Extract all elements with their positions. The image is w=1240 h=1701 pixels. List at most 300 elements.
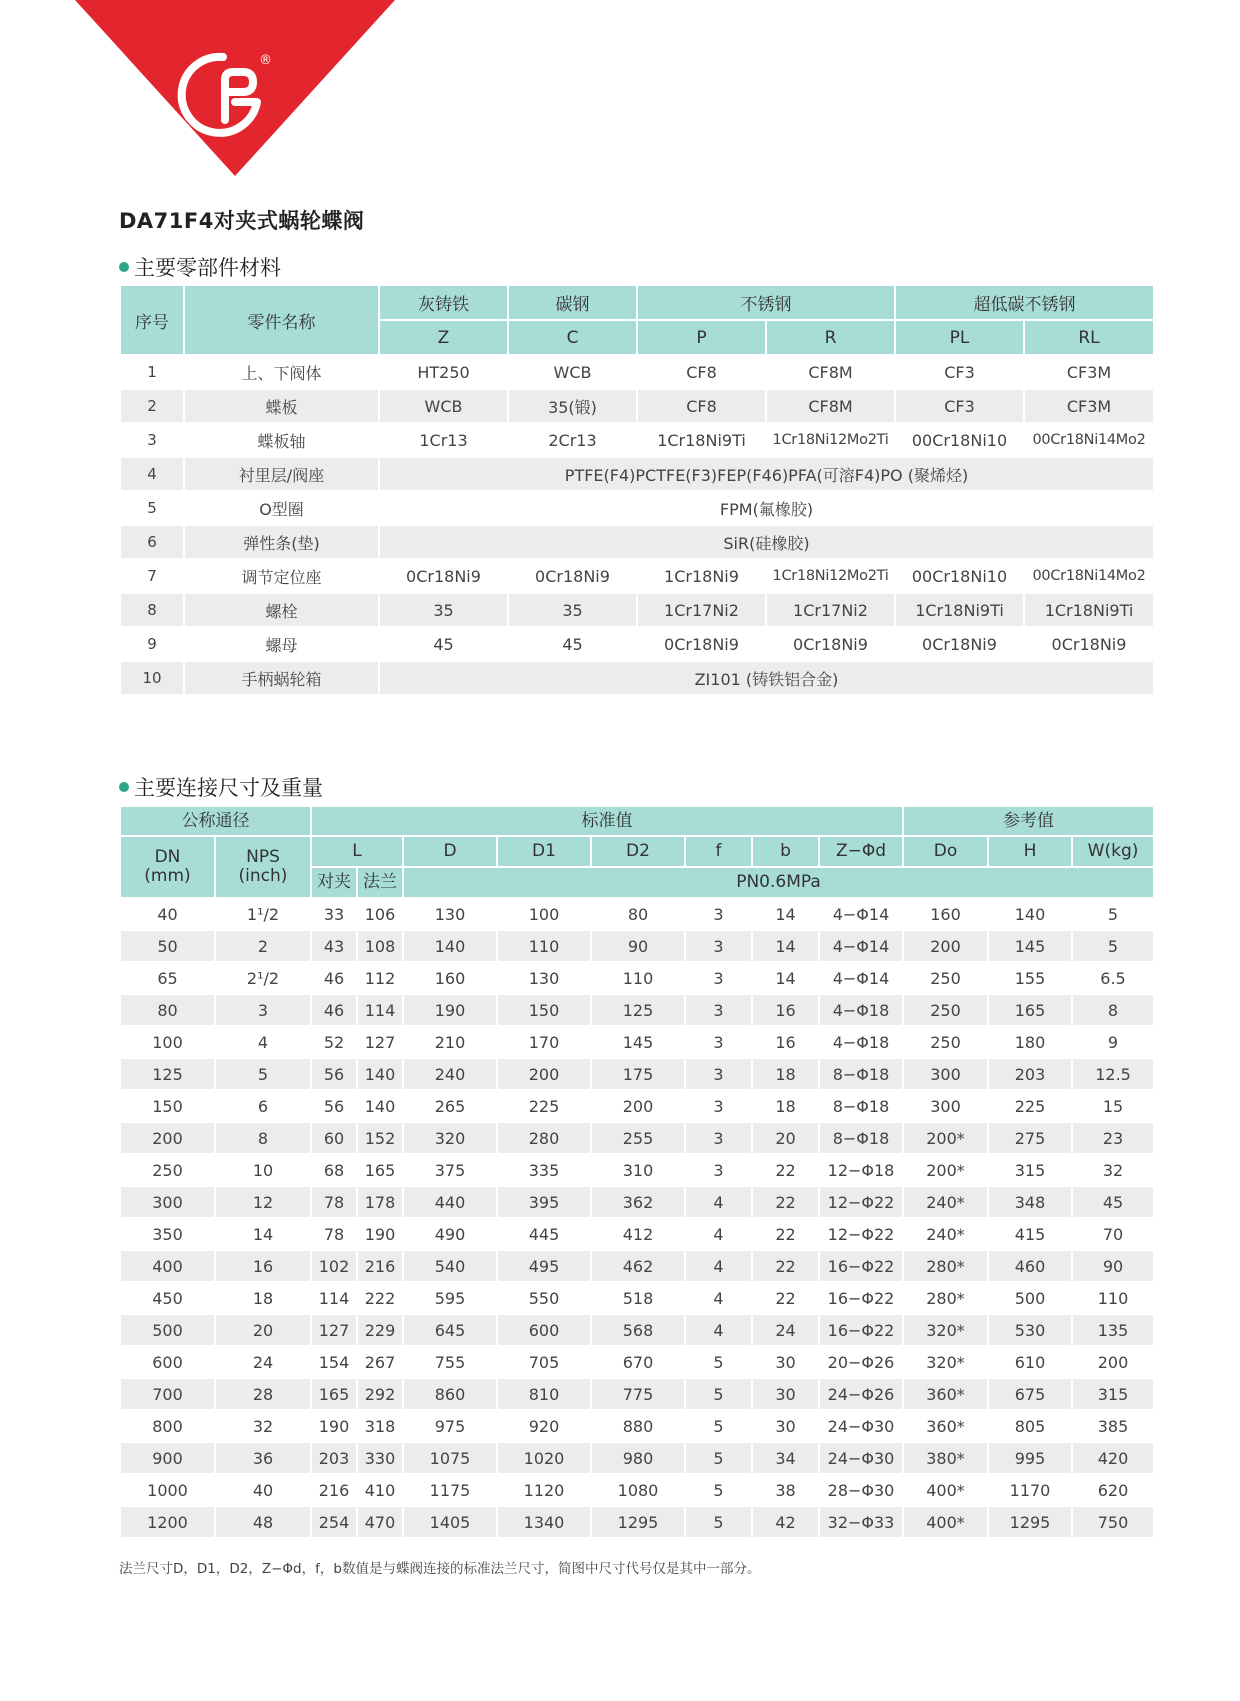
dimension-cell: 400* (903, 1474, 988, 1506)
dimension-cell: 8 (215, 1122, 311, 1154)
table-row (120, 898, 1154, 930)
dimension-cell: 190 (357, 1218, 403, 1250)
table-row (120, 1218, 1154, 1250)
dimension-cell: 3 (685, 1122, 752, 1154)
row-number: 4 (120, 457, 184, 491)
dimension-cell: 1175 (403, 1474, 497, 1506)
dimension-cell: 255 (591, 1122, 685, 1154)
dimension-cell: 46 (311, 962, 357, 994)
dimension-cell: 40 (215, 1474, 311, 1506)
dimension-cell: 16−Φ22 (819, 1282, 903, 1314)
dimension-cell: 140 (988, 898, 1072, 930)
dimension-cell: 155 (988, 962, 1072, 994)
dimension-cell: 1020 (497, 1442, 591, 1474)
dimension-cell: 250 (903, 994, 988, 1026)
code-header: P (637, 320, 766, 355)
dimension-cell: 200* (903, 1122, 988, 1154)
dimension-cell: 160 (403, 962, 497, 994)
col-header-do: Do (903, 836, 988, 867)
dimension-cell: 14 (752, 962, 819, 994)
dimension-cell: 225 (988, 1090, 1072, 1122)
dimension-cell: 12−Φ18 (819, 1154, 903, 1186)
dimension-cell: 2 (215, 930, 311, 962)
material-cell: CF3 (895, 355, 1024, 389)
dimension-cell: 135 (1072, 1314, 1154, 1346)
dimension-cell: 3 (685, 1058, 752, 1090)
table-row (120, 1122, 1154, 1154)
group-header: 超低碳不锈钢 (895, 285, 1154, 320)
material-cell: 35 (379, 593, 508, 627)
dimension-cell: 3 (685, 930, 752, 962)
dimension-cell: 200 (120, 1122, 215, 1154)
dimension-cell: 280* (903, 1282, 988, 1314)
dimension-cell: 412 (591, 1218, 685, 1250)
dimension-cell: 100 (120, 1026, 215, 1058)
dimension-cell: 125 (591, 994, 685, 1026)
dimension-cell: 203 (988, 1058, 1072, 1090)
dimension-cell: 415 (988, 1218, 1072, 1250)
dimension-cell: 4 (215, 1026, 311, 1058)
material-cell: 1Cr18Ni9Ti (637, 423, 766, 457)
dimension-cell: 8 (1072, 994, 1154, 1026)
row-number: 1 (120, 355, 184, 389)
dimension-cell: 1340 (497, 1506, 591, 1538)
dimension-cell: 225 (497, 1090, 591, 1122)
material-cell: 2Cr13 (508, 423, 637, 457)
dimension-cell: 4 (685, 1314, 752, 1346)
dimension-cell: 16−Φ22 (819, 1314, 903, 1346)
dimension-cell: 140 (357, 1090, 403, 1122)
material-cell: 1Cr13 (379, 423, 508, 457)
dimension-cell: 16 (215, 1250, 311, 1282)
table-row (120, 994, 1154, 1026)
dimension-cell: 90 (1072, 1250, 1154, 1282)
dimension-cell: 610 (988, 1346, 1072, 1378)
dimension-cell: 490 (403, 1218, 497, 1250)
table-row (120, 1410, 1154, 1442)
part-name: 螺栓 (184, 593, 379, 627)
dimension-cell: 216 (357, 1250, 403, 1282)
col-header-name: 零件名称 (184, 285, 379, 355)
dimension-cell: 240* (903, 1218, 988, 1250)
dimension-cell: 130 (497, 962, 591, 994)
dimension-cell: 860 (403, 1378, 497, 1410)
material-cell: 1Cr18Ni12Mo2Ti (766, 559, 895, 593)
dimension-cell: 90 (591, 930, 685, 962)
table-row (120, 1474, 1154, 1506)
dimension-cell: 10 (215, 1154, 311, 1186)
dimension-cell: 310 (591, 1154, 685, 1186)
dimension-cell: 154 (311, 1346, 357, 1378)
dimension-cell: 265 (403, 1090, 497, 1122)
dimension-cell: 800 (120, 1410, 215, 1442)
dimension-cell: 4−Φ14 (819, 898, 903, 930)
dimension-cell: 78 (311, 1218, 357, 1250)
table-row (120, 1314, 1154, 1346)
bullet-icon (119, 262, 129, 272)
dimension-cell: 330 (357, 1442, 403, 1474)
table-row (120, 1378, 1154, 1410)
dimension-cell: 4 (685, 1186, 752, 1218)
dimension-cell: 216 (311, 1474, 357, 1506)
dimension-cell: 6 (215, 1090, 311, 1122)
material-cell: 00Cr18Ni14Mo2 (1024, 559, 1154, 593)
row-number: 10 (120, 661, 184, 695)
col-header-h: H (988, 836, 1072, 867)
material-cell: CF3M (1024, 355, 1154, 389)
row-number: 9 (120, 627, 184, 661)
dimension-cell: 1075 (403, 1442, 497, 1474)
material-cell: 0Cr18Ni9 (895, 627, 1024, 661)
dimension-cell: 495 (497, 1250, 591, 1282)
dimension-cell: 5 (685, 1442, 752, 1474)
pressure-rating: PN0.6MPa (403, 867, 1154, 898)
dimension-cell: 222 (357, 1282, 403, 1314)
dimension-cell: 200 (497, 1058, 591, 1090)
material-cell: 00Cr18Ni10 (895, 423, 1024, 457)
materials-section-title: 主要零部件材料 (119, 252, 281, 282)
dimension-cell: 33 (311, 898, 357, 930)
code-header: C (508, 320, 637, 355)
part-name: 蝶板轴 (184, 423, 379, 457)
dimension-cell: 8−Φ18 (819, 1090, 903, 1122)
dimension-cell: 190 (311, 1410, 357, 1442)
dimension-cell: 1200 (120, 1506, 215, 1538)
dimension-cell: 5 (215, 1058, 311, 1090)
dimension-cell: 110 (1072, 1282, 1154, 1314)
dimension-cell: 500 (988, 1282, 1072, 1314)
group-header: 灰铸铁 (379, 285, 508, 320)
material-cell: 1Cr18Ni9 (637, 559, 766, 593)
dimension-cell: 12 (215, 1186, 311, 1218)
dimension-cell: 700 (120, 1378, 215, 1410)
dimension-cell: 315 (1072, 1378, 1154, 1410)
dimension-cell: 5 (685, 1378, 752, 1410)
row-number: 6 (120, 525, 184, 559)
dimension-cell: 335 (497, 1154, 591, 1186)
dimension-cell: 3 (685, 962, 752, 994)
dimension-cell: 5 (685, 1506, 752, 1538)
dimension-cell: 445 (497, 1218, 591, 1250)
dimension-cell: 203 (311, 1442, 357, 1474)
dimension-cell: 130 (403, 898, 497, 930)
dimension-cell: 980 (591, 1442, 685, 1474)
dimension-cell: 30 (752, 1410, 819, 1442)
material-cell: CF3M (1024, 389, 1154, 423)
dimension-cell: 180 (988, 1026, 1072, 1058)
material-cell: 45 (379, 627, 508, 661)
dimension-cell: 254 (311, 1506, 357, 1538)
dimension-cell: 12−Φ22 (819, 1218, 903, 1250)
part-name: 调节定位座 (184, 559, 379, 593)
part-name: O型圈 (184, 491, 379, 525)
dimension-cell: 170 (497, 1026, 591, 1058)
footnote: 法兰尺寸D，D1，D2，Z−Φd，f，b数值是与蝶阀连接的标准法兰尺寸，简图中尺寸代号仅是其中一部分。 (119, 1561, 761, 1577)
dimension-cell: 880 (591, 1410, 685, 1442)
dimension-cell: 460 (988, 1250, 1072, 1282)
table-row (120, 1282, 1154, 1314)
dimension-cell: 200 (903, 930, 988, 962)
dimension-cell: 1170 (988, 1474, 1072, 1506)
dimension-cell: 755 (403, 1346, 497, 1378)
dimension-cell: 145 (988, 930, 1072, 962)
material-cell: 00Cr18Ni10 (895, 559, 1024, 593)
dimension-cell: 14 (752, 898, 819, 930)
dimension-cell: 4 (685, 1282, 752, 1314)
dimension-cell: 165 (988, 994, 1072, 1026)
group-header: 不锈钢 (637, 285, 895, 320)
dimension-cell: 14 (215, 1218, 311, 1250)
dimension-cell: 24−Φ26 (819, 1378, 903, 1410)
registered-mark: ® (259, 53, 272, 68)
table-row (120, 661, 1154, 695)
dimension-cell: 3 (685, 994, 752, 1026)
dimension-cell: 3 (215, 994, 311, 1026)
dimension-cell: 1405 (403, 1506, 497, 1538)
material-cell: 45 (508, 627, 637, 661)
part-name: 蝶板 (184, 389, 379, 423)
dimension-cell: 80 (591, 898, 685, 930)
dimension-cell: 56 (311, 1058, 357, 1090)
dimension-cell: 36 (215, 1442, 311, 1474)
col-header-f: f (685, 836, 752, 867)
bullet-icon (119, 782, 129, 792)
dimension-cell: 145 (591, 1026, 685, 1058)
code-header: Z (379, 320, 508, 355)
row-number: 8 (120, 593, 184, 627)
dimension-cell: 65 (120, 962, 215, 994)
dimension-cell: 14 (752, 930, 819, 962)
table-row (120, 1058, 1154, 1090)
table-row (120, 1154, 1154, 1186)
dimension-cell: 4−Φ14 (819, 962, 903, 994)
dimension-cell: 40 (120, 898, 215, 930)
col-header-dn: DN (mm) (120, 836, 215, 898)
dimension-cell: 16 (752, 994, 819, 1026)
dimensions-table (119, 805, 1155, 1539)
dimension-cell: 2¹/2 (215, 962, 311, 994)
dimension-cell: 15 (1072, 1090, 1154, 1122)
dimension-cell: 28 (215, 1378, 311, 1410)
dimension-cell: 240* (903, 1186, 988, 1218)
col-header-l: L (311, 836, 403, 867)
dimension-cell: 22 (752, 1186, 819, 1218)
material-cell: SiR(硅橡胶) (379, 525, 1154, 559)
dimension-cell: 1295 (988, 1506, 1072, 1538)
dimension-cell: 320 (403, 1122, 497, 1154)
material-cell: 0Cr18Ni9 (1024, 627, 1154, 661)
group-header: 碳钢 (508, 285, 637, 320)
dimension-cell: 110 (497, 930, 591, 962)
dimension-cell: 28−Φ30 (819, 1474, 903, 1506)
dimension-cell: 18 (215, 1282, 311, 1314)
col-header-w: W(kg) (1072, 836, 1154, 867)
dimension-cell: 100 (497, 898, 591, 930)
table-row (120, 559, 1154, 593)
table-row (120, 1442, 1154, 1474)
dimensions-section-title: 主要连接尺寸及重量 (119, 772, 323, 802)
dimension-cell: 150 (120, 1090, 215, 1122)
col-header-nps: NPS (inch) (215, 836, 311, 898)
dimension-cell: 4 (685, 1218, 752, 1250)
dimension-cell: 160 (903, 898, 988, 930)
material-cell: 1Cr18Ni9Ti (1024, 593, 1154, 627)
dimension-cell: 18 (752, 1058, 819, 1090)
dimension-cell: 24−Φ30 (819, 1410, 903, 1442)
dimension-cell: 32−Φ33 (819, 1506, 903, 1538)
dimension-cell: 42 (752, 1506, 819, 1538)
col-header-no: 序号 (120, 285, 184, 355)
dimension-cell: 645 (403, 1314, 497, 1346)
dimension-cell: 750 (1072, 1506, 1154, 1538)
dimension-cell: 22 (752, 1250, 819, 1282)
dimension-cell: 102 (311, 1250, 357, 1282)
material-cell: FPM(氟橡胶) (379, 491, 1154, 525)
dimension-cell: 50 (120, 930, 215, 962)
page-title: DA71F4对夹式蜗轮蝶阀 (119, 209, 365, 233)
dimension-cell: 550 (497, 1282, 591, 1314)
dimension-cell: 229 (357, 1314, 403, 1346)
col-header-l-wafer: 对夹 (311, 867, 357, 898)
dimension-cell: 320* (903, 1346, 988, 1378)
dimension-cell: 318 (357, 1410, 403, 1442)
dimension-cell: 112 (357, 962, 403, 994)
dimension-cell: 110 (591, 962, 685, 994)
dimension-cell: 30 (752, 1346, 819, 1378)
col-header-d: D (403, 836, 497, 867)
material-cell: 0Cr18Ni9 (508, 559, 637, 593)
dimension-cell: 5 (1072, 898, 1154, 930)
dimension-cell: 38 (752, 1474, 819, 1506)
dimension-cell: 380* (903, 1442, 988, 1474)
dimension-cell: 810 (497, 1378, 591, 1410)
dimension-cell: 114 (357, 994, 403, 1026)
part-name: 螺母 (184, 627, 379, 661)
table-row (120, 525, 1154, 559)
col-header-l-flange: 法兰 (357, 867, 403, 898)
dimension-cell: 920 (497, 1410, 591, 1442)
dimension-cell: 470 (357, 1506, 403, 1538)
dimension-cell: 400* (903, 1506, 988, 1538)
dimension-cell: 675 (988, 1378, 1072, 1410)
dimension-cell: 16−Φ22 (819, 1250, 903, 1282)
material-cell: CF8 (637, 355, 766, 389)
table-row (120, 1250, 1154, 1282)
dimension-cell: 200 (1072, 1346, 1154, 1378)
dimension-cell: 106 (357, 898, 403, 930)
dimension-cell: 20 (215, 1314, 311, 1346)
dimension-cell: 315 (988, 1154, 1072, 1186)
dimension-cell: 43 (311, 930, 357, 962)
material-cell: CF8M (766, 355, 895, 389)
dimension-cell: 805 (988, 1410, 1072, 1442)
table-row (120, 1090, 1154, 1122)
dimension-cell: 200* (903, 1154, 988, 1186)
dimension-cell: 3 (685, 1154, 752, 1186)
dimension-cell: 45 (1072, 1186, 1154, 1218)
table-row (120, 1346, 1154, 1378)
dimension-cell: 1120 (497, 1474, 591, 1506)
material-cell: 1Cr18Ni12Mo2Ti (766, 423, 895, 457)
material-cell: ZI101 (铸铁铝合金) (379, 661, 1154, 695)
dimension-cell: 5 (685, 1474, 752, 1506)
dimension-cell: 5 (1072, 930, 1154, 962)
dimension-cell: 9 (1072, 1026, 1154, 1058)
row-number: 2 (120, 389, 184, 423)
table-row (120, 389, 1154, 423)
dimension-cell: 595 (403, 1282, 497, 1314)
dimension-cell: 250 (120, 1154, 215, 1186)
dimension-cell: 8−Φ18 (819, 1058, 903, 1090)
table-row (120, 962, 1154, 994)
table-row (120, 423, 1154, 457)
dimension-cell: 165 (357, 1154, 403, 1186)
col-header-d2: D2 (591, 836, 685, 867)
dimension-cell: 20 (752, 1122, 819, 1154)
dimension-cell: 5 (685, 1346, 752, 1378)
table-row (120, 627, 1154, 661)
brand-logo (75, 0, 395, 176)
dimension-cell: 127 (311, 1314, 357, 1346)
dimension-cell: 165 (311, 1378, 357, 1410)
dimension-cell: 280 (497, 1122, 591, 1154)
dimension-cell: 127 (357, 1026, 403, 1058)
dimension-cell: 300 (903, 1090, 988, 1122)
dimension-cell: 275 (988, 1122, 1072, 1154)
dimension-cell: 12.5 (1072, 1058, 1154, 1090)
table-row (120, 930, 1154, 962)
dimension-cell: 250 (903, 962, 988, 994)
material-cell: 35 (508, 593, 637, 627)
dimension-cell: 3 (685, 1026, 752, 1058)
dimension-cell: 78 (311, 1186, 357, 1218)
dimension-cell: 68 (311, 1154, 357, 1186)
material-cell: CF3 (895, 389, 1024, 423)
dimension-cell: 24 (215, 1346, 311, 1378)
material-cell: WCB (379, 389, 508, 423)
dimension-cell: 18 (752, 1090, 819, 1122)
dimension-cell: 450 (120, 1282, 215, 1314)
material-cell: 1Cr17Ni2 (637, 593, 766, 627)
dimension-cell: 600 (120, 1346, 215, 1378)
row-number: 5 (120, 491, 184, 525)
code-header: PL (895, 320, 1024, 355)
dimension-cell: 32 (215, 1410, 311, 1442)
dimension-cell: 80 (120, 994, 215, 1026)
material-cell: WCB (508, 355, 637, 389)
table-row (120, 355, 1154, 389)
dimension-cell: 3 (685, 1090, 752, 1122)
dimension-cell: 375 (403, 1154, 497, 1186)
material-cell: 0Cr18Ni9 (379, 559, 508, 593)
dimension-cell: 1080 (591, 1474, 685, 1506)
dimension-cell: 620 (1072, 1474, 1154, 1506)
header-reference: 参考值 (903, 806, 1154, 836)
dimension-cell: 140 (357, 1058, 403, 1090)
dimension-cell: 52 (311, 1026, 357, 1058)
dimension-cell: 70 (1072, 1218, 1154, 1250)
dimension-cell: 60 (311, 1122, 357, 1154)
dimension-cell: 200 (591, 1090, 685, 1122)
dimension-cell: 705 (497, 1346, 591, 1378)
dimension-cell: 5 (685, 1410, 752, 1442)
dimension-cell: 4−Φ14 (819, 930, 903, 962)
dimension-cell: 3 (685, 898, 752, 930)
part-name: 弹性条(垫) (184, 525, 379, 559)
dimension-cell: 1¹/2 (215, 898, 311, 930)
dimension-cell: 190 (403, 994, 497, 1026)
code-header: R (766, 320, 895, 355)
